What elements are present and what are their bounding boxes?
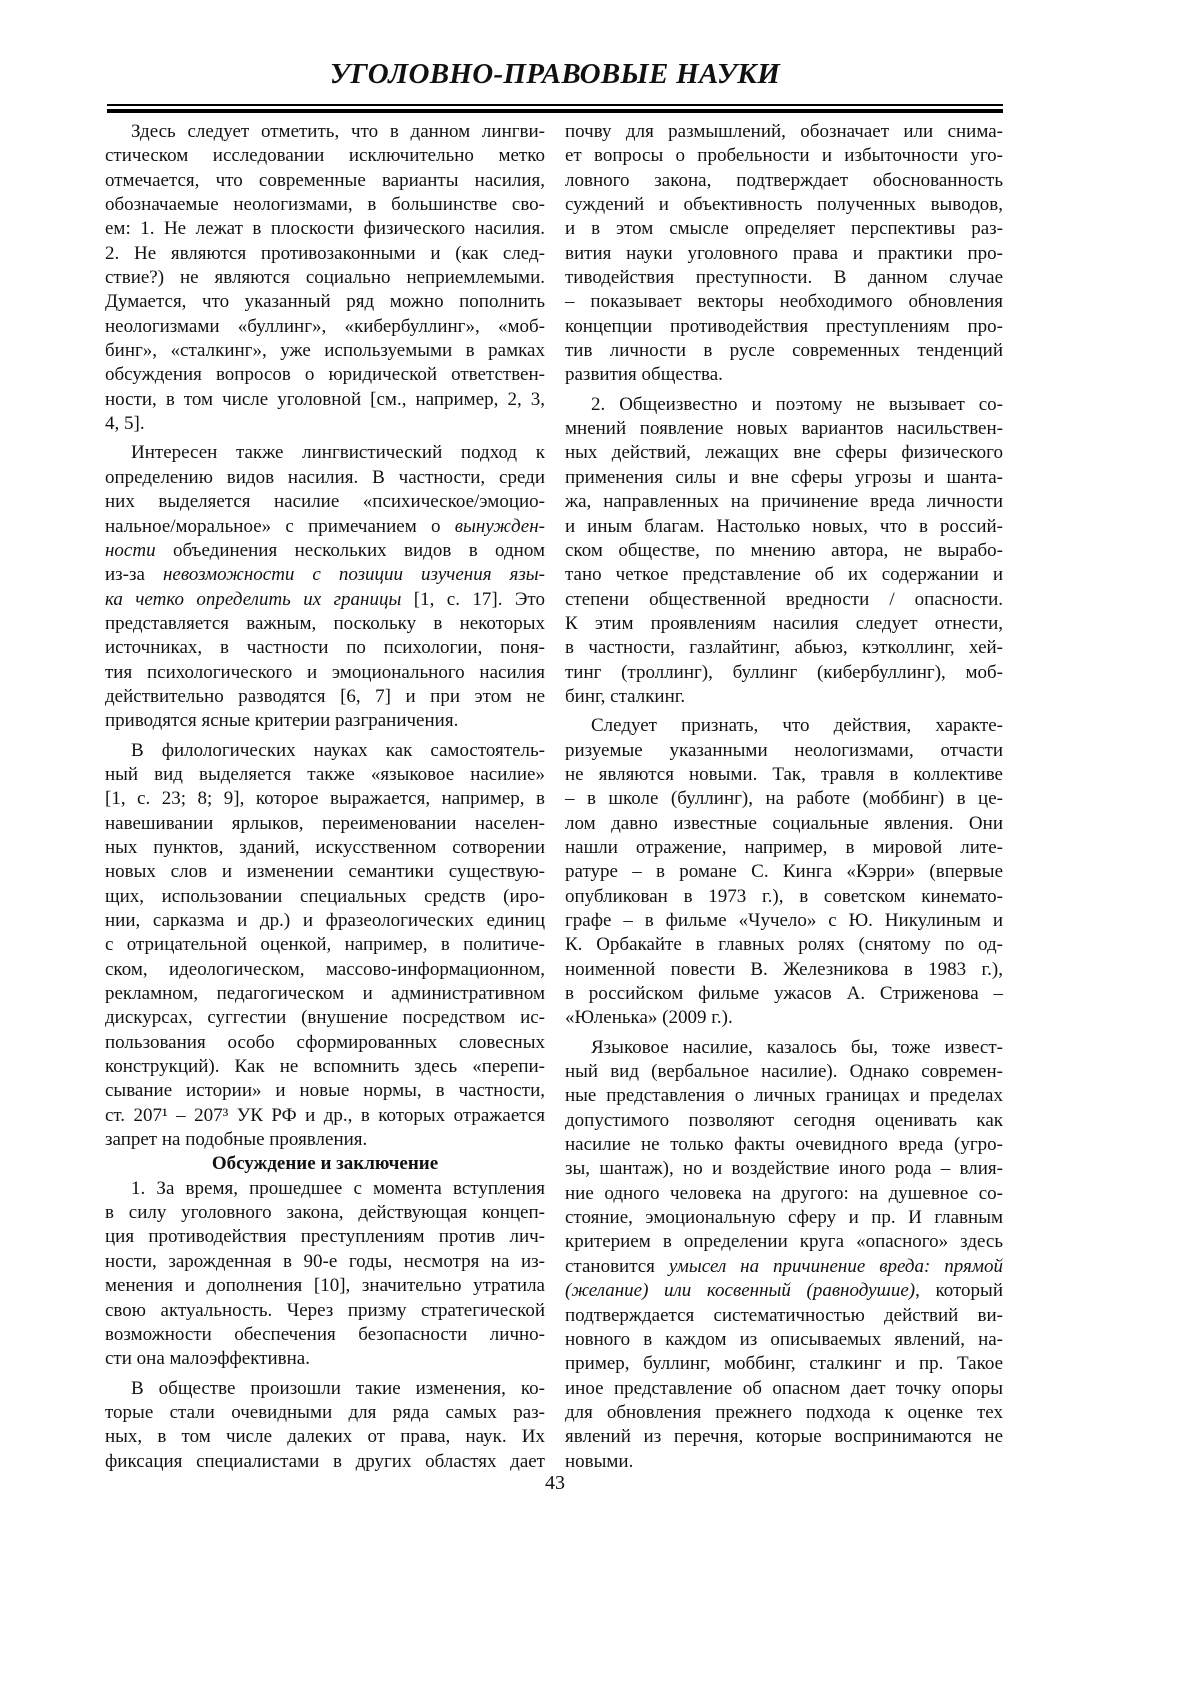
text-line: ности, в том числе уголовной [см., например, 2, 3, xyxy=(105,388,545,412)
text-line: Думается, что указанный ряд можно пополнить xyxy=(105,290,545,314)
text-line: тив личности в русле современных тенденций xyxy=(565,339,1003,363)
text-line: К этим проявлениям насилия следует отнести, xyxy=(565,612,1003,636)
left-column xyxy=(105,120,545,1474)
text-line: в частности, газлайтинг, абьюз, кэтколлинг, хей- xyxy=(565,636,1003,660)
text-line: из-за невозможности с позиции изучения язы- xyxy=(105,563,545,587)
text-line: ка четко определить их границы [1, с. 17]. Это xyxy=(105,588,545,612)
text-line: зы, шантаж), но и воздействие иного рода – влия- xyxy=(565,1157,1003,1181)
text-line: для обновления прежнего подхода к оценке тех xyxy=(565,1401,1003,1425)
text-line: сывание истории» и новые нормы, в частности, xyxy=(105,1079,545,1103)
text-line: неологизмами «буллинг», «кибербуллинг», «моб- xyxy=(105,315,545,339)
text-line: ратуре – в романе С. Кинга «Кэрри» (впервые xyxy=(565,860,1003,884)
text-line: ных, в том числе далеких от права, наук. Их xyxy=(105,1425,545,1449)
text-line: с отрицательной оценкой, например, в политиче- xyxy=(105,933,545,957)
text-line: ловного закона, подтверждает обоснованность xyxy=(565,169,1003,193)
text-line: дискурсах, суггестии (внушение посредством ис- xyxy=(105,1006,545,1030)
italic-emphasis: умысел на причинение вреда: прямой xyxy=(669,1256,1003,1277)
italic-emphasis: ка четко определить их границы xyxy=(105,589,401,610)
text-line: Языковое насилие, казалось бы, тоже извест- xyxy=(565,1036,1003,1060)
text-line: новного в каждом из описываемых явлений, на- xyxy=(565,1328,1003,1352)
text-line: ный вид выделяется также «языковое насилие» xyxy=(105,763,545,787)
text-line: ние одного человека на другого: на душевное со- xyxy=(565,1182,1003,1206)
text-line: бинг», «сталкинг», уже используемыми в рамках xyxy=(105,339,545,363)
text-line: [1, с. 23; 8; 9], которое выражается, например, в xyxy=(105,787,545,811)
text-line: ция противодействия преступлениям против лич- xyxy=(105,1225,545,1249)
text-line: ных пунктов, зданий, искусственном сотворении xyxy=(105,836,545,860)
text-line: нашли отражение, например, в мировой лите- xyxy=(565,836,1003,860)
text-line: степени общественной вредности / опасности. xyxy=(565,588,1003,612)
text-line: навешивании ярлыков, переименовании населен- xyxy=(105,812,545,836)
text-line: рекламном, педагогическом и административном xyxy=(105,982,545,1006)
text-line: развития общества. xyxy=(565,363,1003,387)
paragraph xyxy=(565,714,1003,1030)
text-line: Здесь следует отметить, что в данном лингви- xyxy=(105,120,545,144)
text-line: менения и дополнения [10], значительно утратила xyxy=(105,1274,545,1298)
text-line: ный вид (вербальное насилие). Однако современ- xyxy=(565,1060,1003,1084)
text-line: ных действий, лежащих вне сферы физического xyxy=(565,441,1003,465)
text-line: в российском фильме ужасов А. Стриженова – xyxy=(565,982,1003,1006)
paragraph xyxy=(565,120,1003,388)
text-line: представляется важным, поскольку в некоторых xyxy=(105,612,545,636)
paragraph xyxy=(565,1036,1003,1474)
text-line: К. Орбакайте в главных ролях (снятому по од- xyxy=(565,933,1003,957)
text-line: опубликован в 1973 г.), в советском кинемато- xyxy=(565,885,1003,909)
text-line: тано четкое представление об их содержании и xyxy=(565,563,1003,587)
text-line: ноименной повести В. Железникова в 1983 г.), xyxy=(565,958,1003,982)
text-line: «Юленька» (2009 г.). xyxy=(565,1006,1003,1030)
text-line: ности, зарожденная в 90-е годы, несмотря на из- xyxy=(105,1250,545,1274)
text-line: запрет на подобные проявления. xyxy=(105,1128,545,1152)
text-line: В обществе произошли такие изменения, ко- xyxy=(105,1377,545,1401)
text-line: Следует признать, что действия, характе- xyxy=(565,714,1003,738)
text-line: Интересен также лингвистический подход к xyxy=(105,441,545,465)
text-line: новыми. xyxy=(565,1450,1003,1474)
text-line: – показывает векторы необходимого обновления xyxy=(565,290,1003,314)
paragraph xyxy=(105,120,545,436)
text-line: жа, направленных на причинение вреда личности xyxy=(565,490,1003,514)
text-line: ности объединения нескольких видов в одном xyxy=(105,539,545,563)
text-line: суждений и объективность полученных выводов, xyxy=(565,193,1003,217)
text-line: возможности обеспечения безопасности лично- xyxy=(105,1323,545,1347)
text-line: вития науки уголовного права и практики про- xyxy=(565,242,1003,266)
text-line: допустимого позволяют сегодня оценивать как xyxy=(565,1109,1003,1133)
text-line: ст. 207¹ – 207³ УК РФ и др., в которых отражается xyxy=(105,1104,545,1128)
text-line: тиводействия преступности. В данном случае xyxy=(565,266,1003,290)
text-line: источниках, в частности по психологии, поня- xyxy=(105,636,545,660)
text-line: нии, сарказма и др.) и фразеологических единиц xyxy=(105,909,545,933)
text-line: щих, использовании специальных средств (иро- xyxy=(105,885,545,909)
text-line: 1. За время, прошедшее с момента вступления xyxy=(105,1177,545,1201)
text-line: ет вопросы о пробельности и избыточности уго- xyxy=(565,144,1003,168)
text-line: – в школе (буллинг), на работе (моббинг) в це- xyxy=(565,787,1003,811)
text-line: ском, идеологическом, массово-информационном, xyxy=(105,958,545,982)
text-line: бинг, сталкинг. xyxy=(565,685,1003,709)
page-number: 43 xyxy=(0,1472,1110,1495)
text-line: явлений из перечня, которые воспринимаются не xyxy=(565,1425,1003,1449)
text-line: 2. Не являются противозаконными и (как след- xyxy=(105,242,545,266)
right-column xyxy=(565,120,1003,1474)
text-line: пример, буллинг, моббинг, сталкинг и пр. Такое xyxy=(565,1352,1003,1376)
text-line: ем: 1. Не лежат в плоскости физического насилия. xyxy=(105,217,545,241)
text-line: ные представления о личных границах и пределах xyxy=(565,1084,1003,1108)
text-line: критерием в определении круга «опасного» здесь xyxy=(565,1230,1003,1254)
text-line: нальное/моральное» с примечанием о вынужден- xyxy=(105,515,545,539)
text-line: почву для размышлений, обозначает или снима- xyxy=(565,120,1003,144)
text-line: и иным благам. Настолько новых, что в россий- xyxy=(565,515,1003,539)
text-line: иное представление об опасном дает точку опоры xyxy=(565,1377,1003,1401)
text-line: становится умысел на причинение вреда: прямой xyxy=(565,1255,1003,1279)
paragraph xyxy=(105,1177,545,1372)
text-line: 4, 5]. xyxy=(105,412,545,436)
italic-emphasis: (желание) или косвенный (равнодушие) xyxy=(565,1280,915,1301)
text-line: В филологических науках как самостоятель- xyxy=(105,739,545,763)
paragraph xyxy=(105,1377,545,1474)
section-heading: Обсуждение и заключение xyxy=(105,1152,545,1176)
italic-emphasis: вынужден- xyxy=(455,516,545,537)
text-line: и в этом смысле определяет перспективы раз- xyxy=(565,217,1003,241)
text-line: концепции противодействия преступлениям про- xyxy=(565,315,1003,339)
text-line: мнений появление новых вариантов насильствен- xyxy=(565,417,1003,441)
text-line: тинг (троллинг), буллинг (кибербуллинг), моб- xyxy=(565,661,1003,685)
paragraph xyxy=(105,739,545,1153)
text-line: (желание) или косвенный (равнодушие), который xyxy=(565,1279,1003,1303)
text-line: стическом исследовании исключительно метко xyxy=(105,144,545,168)
text-line: приводятся ясные критерии разграничения. xyxy=(105,709,545,733)
text-line: лом давно известные социальные явления. Они xyxy=(565,812,1003,836)
text-line: в силу уголовного закона, действующая концеп- xyxy=(105,1201,545,1225)
text-line: определению видов насилия. В частности, среди xyxy=(105,466,545,490)
text-line: применения силы и вне сферы угрозы и шанта- xyxy=(565,466,1003,490)
text-line: насилие не только факты очевидного вреда (угро- xyxy=(565,1133,1003,1157)
text-line: них выделяется насилие «психическое/эмоцио- xyxy=(105,490,545,514)
header-rule-thin xyxy=(107,104,1003,106)
paragraph xyxy=(105,441,545,733)
text-line: обсуждения вопросов о юридической ответствен- xyxy=(105,363,545,387)
italic-emphasis: невозможности с позиции изучения язы- xyxy=(163,564,545,585)
text-line: стояние, эмоциональную сферу и пр. И главным xyxy=(565,1206,1003,1230)
text-line: 2. Общеизвестно и поэтому не вызывает со- xyxy=(565,393,1003,417)
text-line: ризуемые указанными неологизмами, отчасти xyxy=(565,739,1003,763)
text-line: конструкций). Как не вспомнить здесь «перепи- xyxy=(105,1055,545,1079)
text-line: действительно разводятся [6, 7] и при этом не xyxy=(105,685,545,709)
paragraph xyxy=(565,393,1003,709)
text-line: торые стали очевидными для ряда самых раз- xyxy=(105,1401,545,1425)
italic-emphasis: ности xyxy=(105,540,156,561)
text-line: пользования особо сформированных словесных xyxy=(105,1031,545,1055)
text-line: новых слов и изменении семантики существую- xyxy=(105,860,545,884)
text-line: сти она малоэффективна. xyxy=(105,1347,545,1371)
text-line: отмечается, что современные варианты насилия, xyxy=(105,169,545,193)
text-line: фиксация специалистами в других областях дает xyxy=(105,1450,545,1474)
text-line: не являются новыми. Так, травля в коллективе xyxy=(565,763,1003,787)
text-line: ском обществе, по мнению автора, не вырабо- xyxy=(565,539,1003,563)
header-rule-thick xyxy=(107,109,1003,113)
text-line: свою актуальность. Через призму стратегической xyxy=(105,1299,545,1323)
running-header-title: УГОЛОВНО-ПРАВОВЫЕ НАУКИ xyxy=(107,58,1003,91)
text-line: графе – в фильме «Чучело» с Ю. Никулиным и xyxy=(565,909,1003,933)
text-line: подтверждается систематичностью действий ви- xyxy=(565,1304,1003,1328)
text-line: ствие?) не являются социально неприемлемыми. xyxy=(105,266,545,290)
text-line: тия психологического и эмоционального насилия xyxy=(105,661,545,685)
text-line: обозначаемые неологизмами, в большинстве сво- xyxy=(105,193,545,217)
